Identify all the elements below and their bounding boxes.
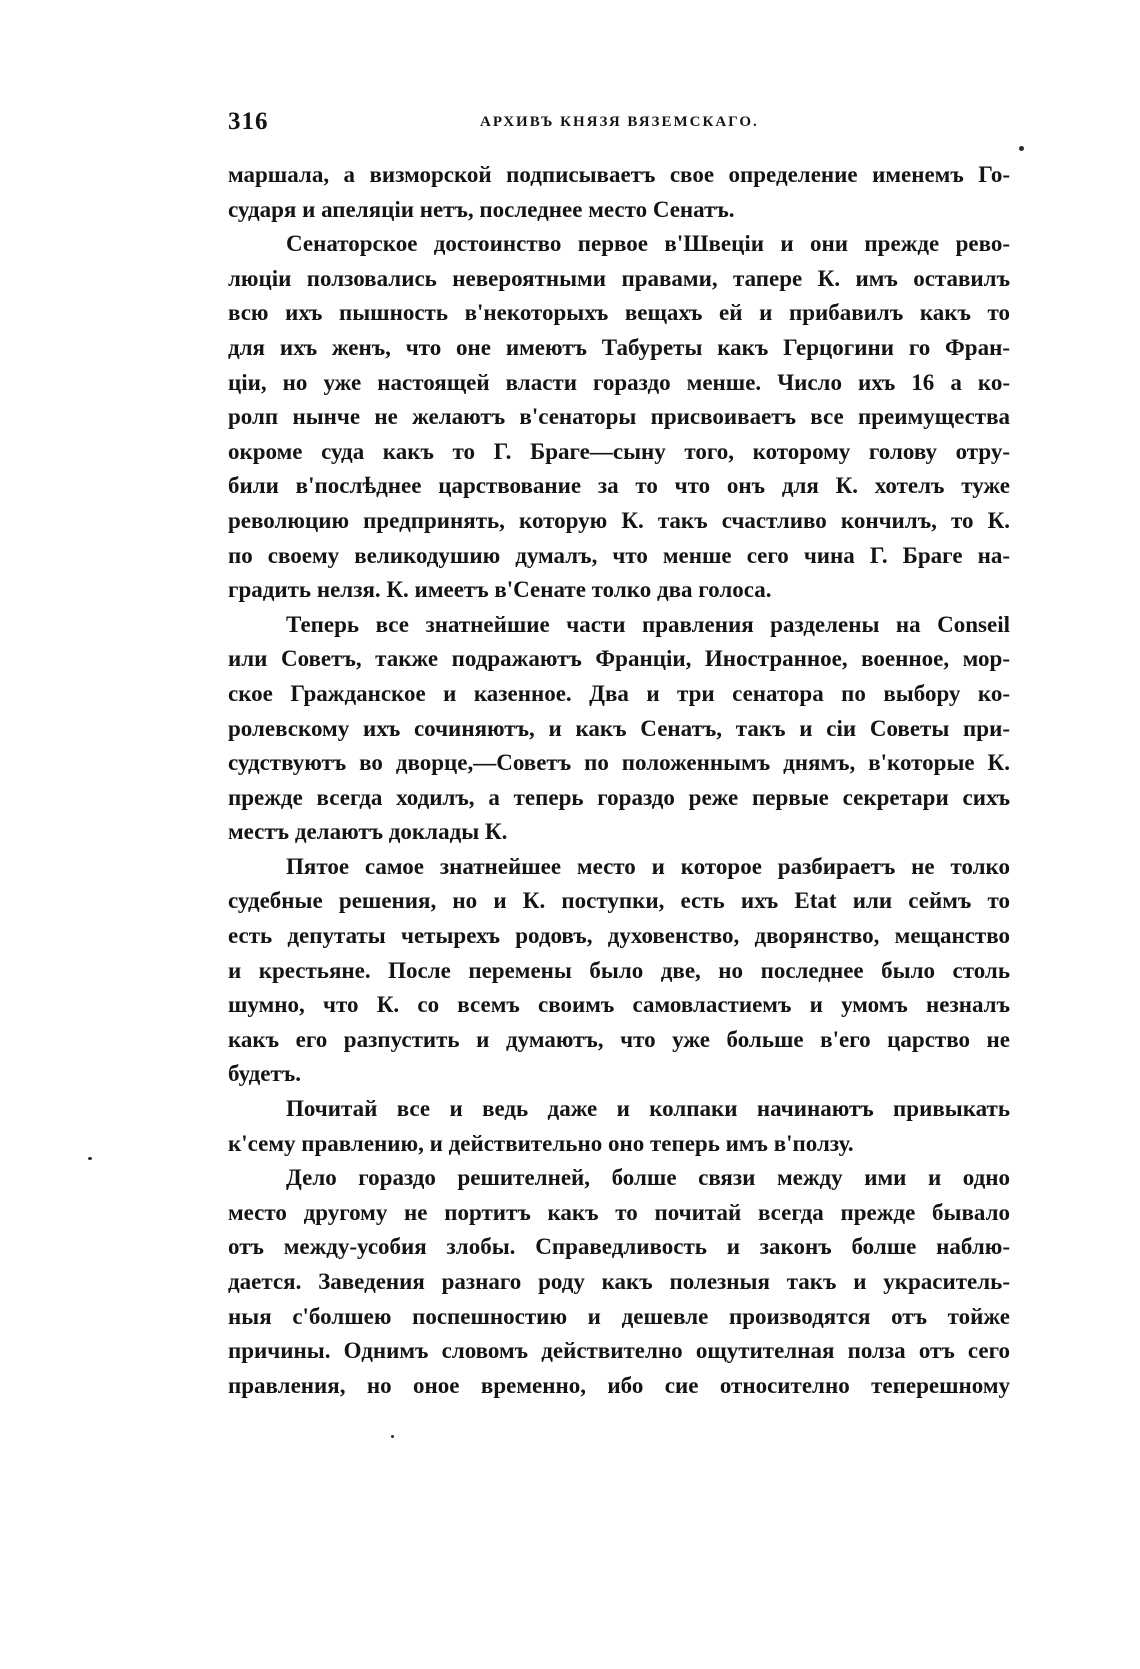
text-line: окроме суда какъ то Г. Браге—сыну того, которому голову отру-	[228, 438, 1010, 464]
text-line: причины. Однимъ словомъ действително ощутителная полза отъ сего	[228, 1338, 1010, 1364]
text-line: будетъ.	[228, 1061, 301, 1087]
text-line: местъ делаютъ доклады К.	[228, 819, 508, 845]
text-line: дается. Заведения разнаго роду какъ полезныя такъ и украситель-	[228, 1269, 1010, 1294]
text-line: ныя с'болшею поспешностию и дешевле производятся отъ тойже	[228, 1303, 1010, 1329]
text-line: какъ его разпустить и думаютъ, что уже больше в'его царство не	[228, 1026, 1010, 1052]
text-line: к'сему правлению, и действительно оно теперь имъ в'ползу.	[228, 1130, 854, 1156]
text-line: или Советъ, также подражаютъ Франціи, Иностранное, военное, мор-	[228, 646, 1010, 672]
text-line: ролп нынче не желаютъ в'сенаторы присвоиваетъ все преимущества	[228, 404, 1010, 430]
text-line: и крестьяне. После перемены было две, но последнее было столь	[228, 957, 1010, 983]
text-line: по своему великодушию думалъ, что менше сего чина Г. Браге на-	[228, 542, 1010, 568]
running-title: АРХИВЪ КНЯЗЯ ВЯЗЕМСКАГО.	[480, 114, 759, 130]
text-line: ское Гражданское и казенное. Два и три сенатора по выбору ко-	[228, 680, 1010, 706]
paragraph	[228, 158, 1010, 227]
print-speck	[1019, 146, 1024, 151]
paragraph	[228, 1161, 1010, 1403]
body-text	[228, 158, 1010, 1403]
text-line: Дело гораздо решителней, болше связи между ими и одно	[286, 1165, 1010, 1191]
text-line: люціи ползовались невероятными правами, тапере К. имъ оставилъ	[228, 265, 1010, 291]
text-line: маршала, а визморской подписываетъ свое определение именемъ Го-	[228, 162, 1010, 187]
text-line: революцию предпринять, которую К. такъ счастливо кончилъ, то К.	[228, 507, 1010, 533]
text-line: есть депутаты четырехъ родовъ, духовенство, дворянство, мещанство	[228, 923, 1010, 949]
text-line: Теперь все знатнейшие части правления разделены на Conseil	[286, 611, 1010, 637]
print-speck	[88, 1157, 92, 1160]
paragraph	[228, 227, 1010, 608]
text-line: для ихъ женъ, что оне имеютъ Табуреты какъ Герцогини го Фран-	[228, 334, 1010, 360]
text-line: Сенаторское достоинство первое в'Швеціи и они прежде рево-	[286, 231, 1010, 257]
page-header	[228, 108, 1010, 142]
text-line: шумно, что К. со всемъ своимъ самовластиемъ и умомъ незналъ	[228, 992, 1010, 1018]
print-speck	[391, 1435, 394, 1438]
text-line: Почитай все и ведь даже и колпаки начинаютъ привыкать	[286, 1096, 1010, 1122]
text-line: правления, но оное временно, ибо сие относително теперешному	[228, 1372, 1010, 1398]
paragraph	[228, 1092, 1010, 1161]
page-number: 316	[228, 108, 269, 135]
paragraph	[228, 850, 1010, 1092]
text-line: Пятое самое знатнейшее место и которое разбираетъ не толко	[286, 853, 1010, 879]
text-line: сударя и апеляціи нетъ, последнее место Сенатъ.	[228, 196, 735, 222]
text-line: судебные решения, но и К. поступки, есть ихъ Etat или сеймъ то	[228, 888, 1010, 914]
text-line: ціи, но уже настоящей власти гораздо менше. Число ихъ 16 а ко-	[228, 369, 1010, 395]
text-line: градить нелзя. К. имеетъ в'Сенате толко два голоса.	[228, 577, 772, 603]
text-line: били в'послѣднее царствование за то что онъ для К. хотелъ туже	[228, 473, 1010, 499]
text-line: ролевскому ихъ сочиняютъ, и какъ Сенатъ, такъ и сіи Советы при-	[228, 715, 1010, 741]
text-line: отъ между-усобия злобы. Справедливость и законъ болше наблю-	[228, 1234, 1010, 1260]
text-line: прежде всегда ходилъ, а теперь гораздо реже первые секретари сихъ	[228, 784, 1010, 810]
text-line: место другому не портитъ какъ то почитай всегда прежде бывало	[228, 1199, 1010, 1225]
text-line: всю ихъ пышность в'некоторыхъ вещахъ ей и прибавилъ какъ то	[228, 300, 1010, 326]
text-line: судствуютъ во дворце,—Советъ по положеннымъ днямъ, в'которые К.	[228, 750, 1010, 776]
paragraph	[228, 608, 1010, 850]
